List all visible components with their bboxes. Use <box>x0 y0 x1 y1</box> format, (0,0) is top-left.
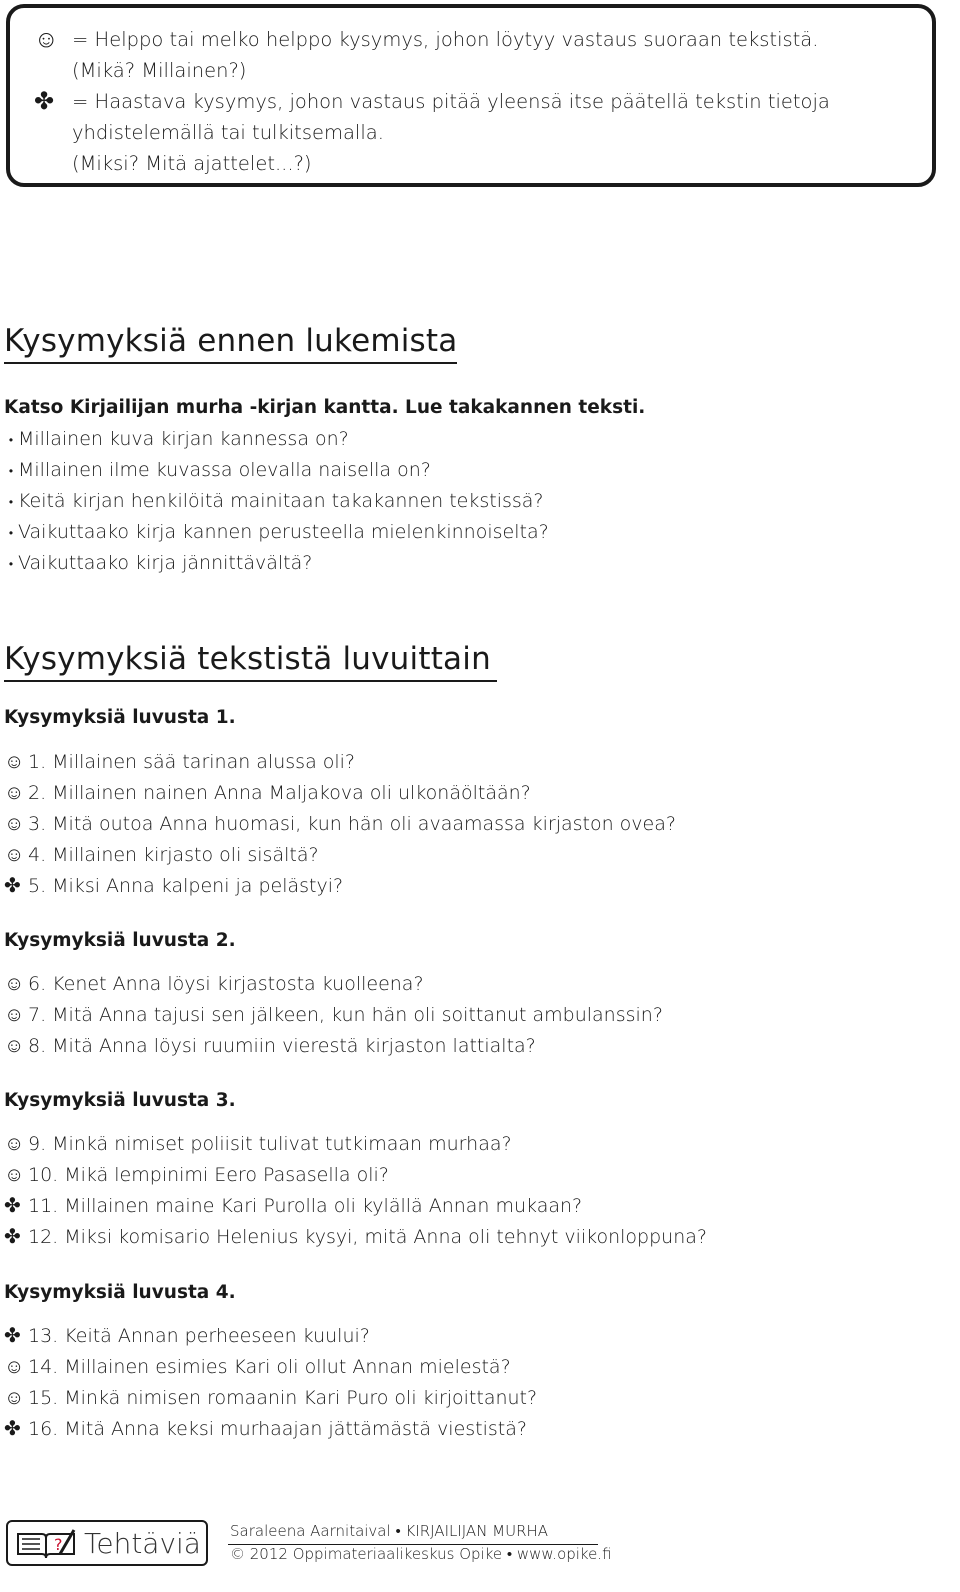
footer-copyright: © 2012 Oppimateriaalikeskus Opike • www.opike.fi <box>230 1545 612 1563</box>
before-bullet: • Millainen ilme kuvassa olevalla naisella on? <box>4 458 431 483</box>
smiley-icon: ☺ <box>34 25 59 53</box>
question-item: ✤ 16. Mitä Anna keksi murhaajan jättämästä viestistä? <box>4 1416 527 1440</box>
chapter-title: Kysymyksiä luvusta 4. <box>4 1282 236 1303</box>
question-item: ☺ 4. Millainen kirjasto oli sisältä? <box>4 842 319 866</box>
question-item: ✤ 5. Miksi Anna kalpeni ja pelästyi? <box>4 873 344 897</box>
legend-easy-line: = Helppo tai melko helppo kysymys, johon löytyy vastaus suoraan tekstistä. <box>72 28 819 51</box>
chapter-title: Kysymyksiä luvusta 3. <box>4 1090 236 1111</box>
footer-logo <box>6 1520 208 1566</box>
legend-hard <box>34 86 830 179</box>
clover-icon: ✤ <box>4 1224 21 1248</box>
question-item: ☺ 6. Kenet Anna löysi kirjastosta kuolleena? <box>4 971 424 995</box>
smiley-icon: ☺ <box>4 1385 25 1409</box>
smiley-icon: ☺ <box>4 749 25 773</box>
before-bullet: • Vaikuttaako kirja jännittävältä? <box>4 551 312 576</box>
question-item: ☺ 10. Mikä lempinimi Eero Pasasella oli? <box>4 1162 389 1186</box>
bullet-icon: • <box>8 463 14 478</box>
legend-hard-line: = Haastava kysymys, johon vastaus pitää yleensä itse päätellä tekstin tietoja <box>72 90 830 113</box>
clover-icon: ✤ <box>4 1193 21 1217</box>
bullet-icon: • <box>8 556 14 571</box>
clover-icon: ✤ <box>34 87 55 115</box>
chapter-title: Kysymyksiä luvusta 1. <box>4 707 236 728</box>
smiley-icon: ☺ <box>4 1033 25 1057</box>
footer-logo-label: Tehtäviä <box>84 1527 201 1560</box>
question-item: ☺ 15. Minkä nimisen romaanin Kari Puro oli kirjoittanut? <box>4 1385 538 1409</box>
question-item: ☺ 9. Minkä nimiset poliisit tulivat tutkimaan murhaa? <box>4 1131 512 1155</box>
legend-hard-line: yhdistelemällä tai tulkitsemalla. <box>72 121 384 144</box>
legend-easy-line: (Mikä? Millainen?) <box>72 59 247 82</box>
question-item: ☺ 3. Mitä outoa Anna huomasi, kun hän oli avaamassa kirjaston ovea? <box>4 811 676 835</box>
legend-hard-line: (Miksi? Mitä ajattelet...?) <box>72 152 312 175</box>
smiley-icon: ☺ <box>4 780 25 804</box>
bullet-icon: • <box>8 494 14 509</box>
smiley-icon: ☺ <box>4 1002 25 1026</box>
book-pencil-icon <box>16 1528 76 1560</box>
footer-author-title: Saraleena Aarnitaival • KIRJAILIJAN MURHA <box>230 1522 549 1540</box>
bullet-icon: • <box>8 432 14 447</box>
clover-icon: ✤ <box>4 873 21 897</box>
chapters-heading: Kysymyksiä tekstistä luvuittain <box>4 640 497 682</box>
clover-icon: ✤ <box>4 1416 21 1440</box>
question-item: ☺ 2. Millainen nainen Anna Maljakova oli ulkonäöltään? <box>4 780 531 804</box>
svg-text:?: ? <box>54 1535 63 1554</box>
before-intro: Katso Kirjailijan murha -kirjan kantta. Lue takakannen teksti. <box>4 397 646 418</box>
question-item: ☺ 8. Mitä Anna löysi ruumiin vierestä kirjaston lattialta? <box>4 1033 536 1057</box>
smiley-icon: ☺ <box>4 1131 25 1155</box>
before-bullet: • Keitä kirjan henkilöitä mainitaan takakannen tekstissä? <box>4 489 544 514</box>
legend-easy <box>34 24 819 86</box>
chapter-title: Kysymyksiä luvusta 2. <box>4 930 236 951</box>
clover-icon: ✤ <box>4 1323 21 1347</box>
question-item: ☺ 14. Millainen esimies Kari oli ollut Annan mielestä? <box>4 1354 511 1378</box>
before-bullet: • Millainen kuva kirjan kannessa on? <box>4 427 349 452</box>
smiley-icon: ☺ <box>4 971 25 995</box>
smiley-icon: ☺ <box>4 1354 25 1378</box>
bullet-icon: • <box>8 525 14 540</box>
question-item: ✤ 13. Keitä Annan perheeseen kuului? <box>4 1323 370 1347</box>
question-item: ✤ 12. Miksi komisario Helenius kysyi, mitä Anna oli tehnyt viikonloppuna? <box>4 1224 707 1248</box>
smiley-icon: ☺ <box>4 811 25 835</box>
question-item: ☺ 1. Millainen sää tarinan alussa oli? <box>4 749 356 773</box>
smiley-icon: ☺ <box>4 842 25 866</box>
question-item: ✤ 11. Millainen maine Kari Purolla oli kylällä Annan mukaan? <box>4 1193 583 1217</box>
smiley-icon: ☺ <box>4 1162 25 1186</box>
before-heading: Kysymyksiä ennen lukemista <box>4 322 457 364</box>
question-item: ☺ 7. Mitä Anna tajusi sen jälkeen, kun hän oli soittanut ambulanssin? <box>4 1002 663 1026</box>
before-bullet: • Vaikuttaako kirja kannen perusteella mielenkinnoiselta? <box>4 520 549 545</box>
